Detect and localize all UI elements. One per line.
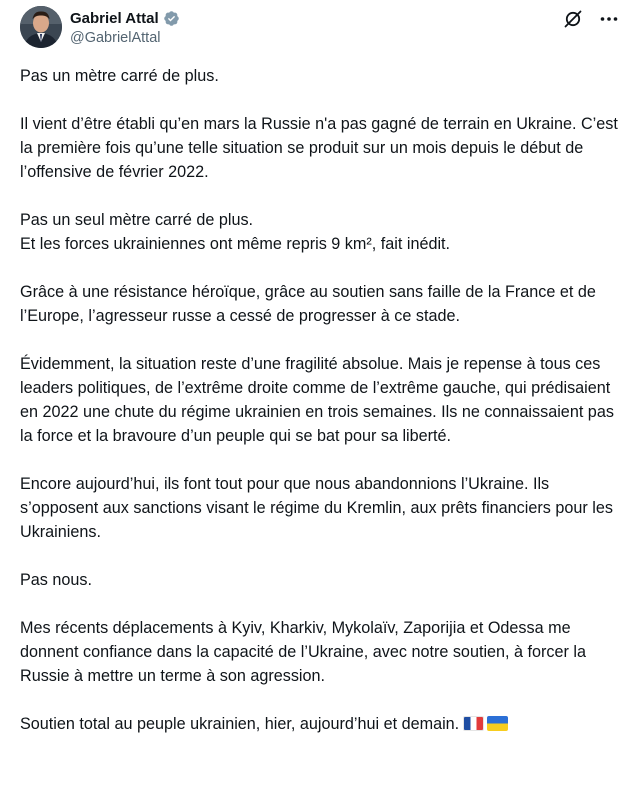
grok-icon[interactable] [562,8,584,30]
tweet-paragraph: Pas un mètre carré de plus. [20,67,219,85]
tweet-last-text: Soutien total au peuple ukrainien, hier, aujourd’hui et demain. [20,715,460,733]
france-flag-icon [463,716,484,731]
tweet-paragraph: Il vient d’être établi qu’en mars la Russie n'a pas gagné de terrain en Ukraine. C’est la première fois qu’une telle situation se produit sur un mois depuis le début de l’offensive de février 2022. [20,115,618,181]
tweet-paragraph: Pas un seul mètre carré de plus. Et les forces ukrainiennes ont même repris 9 km², fait inédit. [20,211,451,253]
author-handle[interactable]: @GabrielAttal [70,30,161,46]
tweet-header [20,6,622,50]
more-options-icon[interactable] [598,8,620,30]
tweet-paragraph: Mes récents déplacements à Kyiv, Kharkiv, Mykolaïv, Zaporijia et Odessa me donnent confiance dans la capacité de l’Ukraine, avec notre soutien, à forcer la Russie à mettre un terme à son agression. [20,619,587,685]
verified-badge-icon[interactable] [163,10,180,27]
tweet-last-paragraph [20,712,626,736]
tweet-paragraph: Évidemment, la situation reste d’une fragilité absolue. Mais je repense à tous ces leaders politiques, de l’extrême droite comme de l’extrême gauche, qui prédisaient en 2022 une chute du régime ukrainien en trois semaines. Ils ne connaissaient pas la force et la bravoure d’un peuple qui se bat pour sa liberté. [20,355,614,445]
tweet-actions [562,8,620,30]
tweet-text [20,64,626,760]
tweet-paragraph: Encore aujourd’hui, ils font tout pour que nous abandonnions l’Ukraine. Ils s’opposent aux sanctions visant le régime du Kremlin, aux prêts financiers pour les Ukrainiens. [20,475,613,541]
author-name[interactable]: Gabriel Attal [70,9,159,27]
author-block [70,8,180,46]
avatar[interactable] [20,6,62,48]
avatar-image [20,6,62,48]
tweet-paragraph: Pas nous. [20,571,92,589]
tweet-paragraph: Grâce à une résistance héroïque, grâce au soutien sans faille de la France et de l’Europe, l’agresseur russe a cessé de progresser à ce stade. [20,283,596,325]
ukraine-flag-icon [487,716,508,731]
author-name-row [70,8,180,28]
